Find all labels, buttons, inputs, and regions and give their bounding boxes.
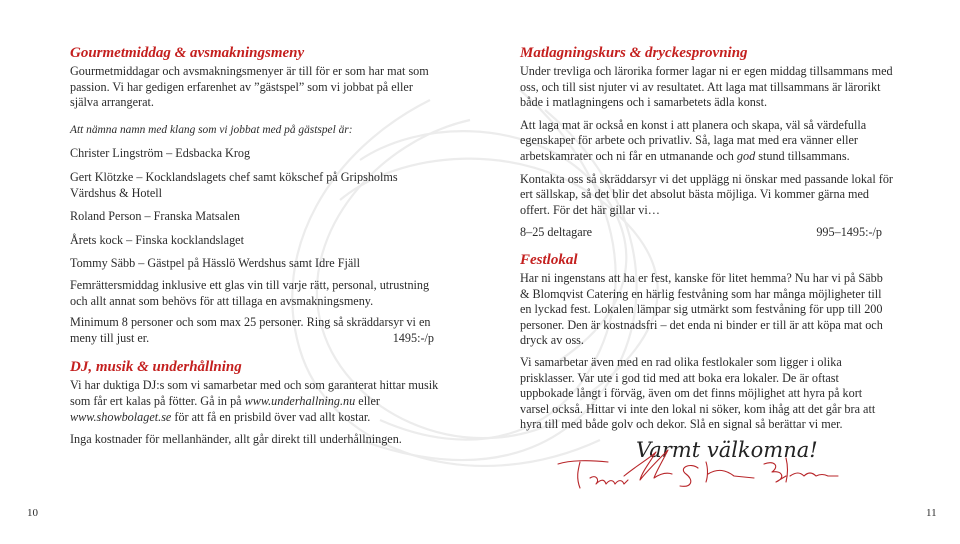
festlokal-partners: Vi samarbetar även med en rad olika festlokaler som ligger i olika prisklasser. Var ute i god tid med att boka era lokaler. De är oftast uppbokade långt i förväg, även om det finns möjlighet att hyra på kort varsel också. Hittar vi inte den lokal ni söker, kom ihåg att det går bra att hyra till med både golv och dekor. Slå en signal så berättar vi mer. bbox=[520, 354, 876, 432]
chef-item: Christer Lingström – Edsbacka Krog bbox=[70, 146, 251, 161]
course-paragraph-em: god bbox=[736, 148, 756, 163]
dj-text-c: för att få en prisbild över vad allt kostar. bbox=[171, 409, 371, 424]
course-intro: Under trevliga och lärorika former lagar ni er egen middag tillsammans med oss, och till sist njuter vi av resultatet. Att laga mat tillsammans är lärorikt både i matlagningens och i samarbetets ädla konst. bbox=[520, 64, 893, 110]
course-participants: 8–25 deltagare bbox=[520, 225, 593, 240]
chef-item: Gert Klötzke – Kocklandslagets chef samt kökschef på Gripsholms Värdshus & Hotell bbox=[70, 169, 398, 200]
course-contact: Kontakta oss så skräddarsyr vi det upplägg ni önskar med passande lokal för ert sällskap, så det blir det absolut bästa möjliga. Vi kommer gärna med offert. För det här gillar vi… bbox=[520, 171, 893, 217]
course-price-row bbox=[520, 225, 894, 241]
chef-item: Roland Person – Franska Matsalen bbox=[70, 209, 240, 224]
festlokal-intro: Har ni ingenstans att ha er fest, kanske för litet hemma? Nu har vi på Säbb & Blomqvist Catering en härlig festvåning som har många möjligheter till en lyckad fest. Lokalen lämpar sig utmärkt som festvåning för upp till 200 personer. Den är kostnadsfri – det enda ni binder er till är att köpa mat och dryck av oss. bbox=[520, 270, 883, 348]
gourmet-minimum-text: Minimum 8 personer och som max 25 personer. Ring så skräddarsyr vi en meny till just er. bbox=[70, 315, 431, 345]
course-price: 995–1495:-/p bbox=[816, 225, 882, 240]
page-number-right: 11 bbox=[926, 507, 937, 519]
dj-text bbox=[70, 378, 442, 425]
left-page bbox=[70, 44, 442, 448]
showbolaget-link[interactable]: www.showbolaget.se bbox=[70, 409, 172, 424]
dj-text-a: Vi har duktiga DJ:s som vi samarbetar med och som garanterat hittar musik som får ert kalas på fötter. Gå in på bbox=[70, 378, 439, 408]
festlokal-heading: Festlokal bbox=[520, 251, 578, 268]
gourmet-intro: Gourmetmiddagar och avsmakningsmenyer är till för er som har mat som passion. Vi har gedigen erfarenhet av ”gästspel” som vi jobbat på eller själva arrangerat. bbox=[70, 64, 429, 110]
right-page bbox=[520, 44, 894, 463]
page-number-left: 10 bbox=[27, 507, 38, 519]
gourmet-minimum bbox=[70, 315, 442, 346]
dj-text-b: eller bbox=[355, 393, 380, 408]
gourmet-heading: Gourmetmiddag & avsmakningsmeny bbox=[70, 45, 305, 61]
course-heading: Matlagningskurs & dryckesprovning bbox=[520, 45, 748, 61]
names-intro: Att nämna namn med klang som vi jobbat med på gästspel är: bbox=[70, 123, 353, 136]
chef-item: Årets kock – Finska kocklandslaget bbox=[70, 232, 244, 247]
closing-greeting: Varmt välkomna! bbox=[636, 437, 818, 462]
dj-heading: DJ, musik & underhållning bbox=[70, 359, 242, 376]
course-paragraph-a: Att laga mat är också en konst i att planera och skapa, väl så värdefulla egenskaper för arbete och privatliv. Så, laga mat med era vänner eller arbetskamrater och ni får en utmanande och bbox=[520, 117, 867, 163]
gourmet-price: 1495:-/p bbox=[392, 330, 434, 345]
chef-item: Tommy Säbb – Gästpel på Hässlö Werdshus samt Idre Fjäll bbox=[70, 256, 361, 271]
course-paragraph bbox=[520, 118, 894, 165]
underhallning-link[interactable]: www.underhallning.nu bbox=[244, 393, 356, 408]
dj-costs: Inga kostnader för mellanhänder, allt går direkt till underhållningen. bbox=[70, 432, 402, 447]
signatures bbox=[550, 448, 870, 498]
gourmet-details: Femrättersmiddag inklusive ett glas vin till varje rätt, personal, utrustning och allt annat som behövs för att tillaga en avsmakningsmeny. bbox=[70, 277, 430, 308]
course-paragraph-b: stund tillsammans. bbox=[755, 148, 850, 163]
